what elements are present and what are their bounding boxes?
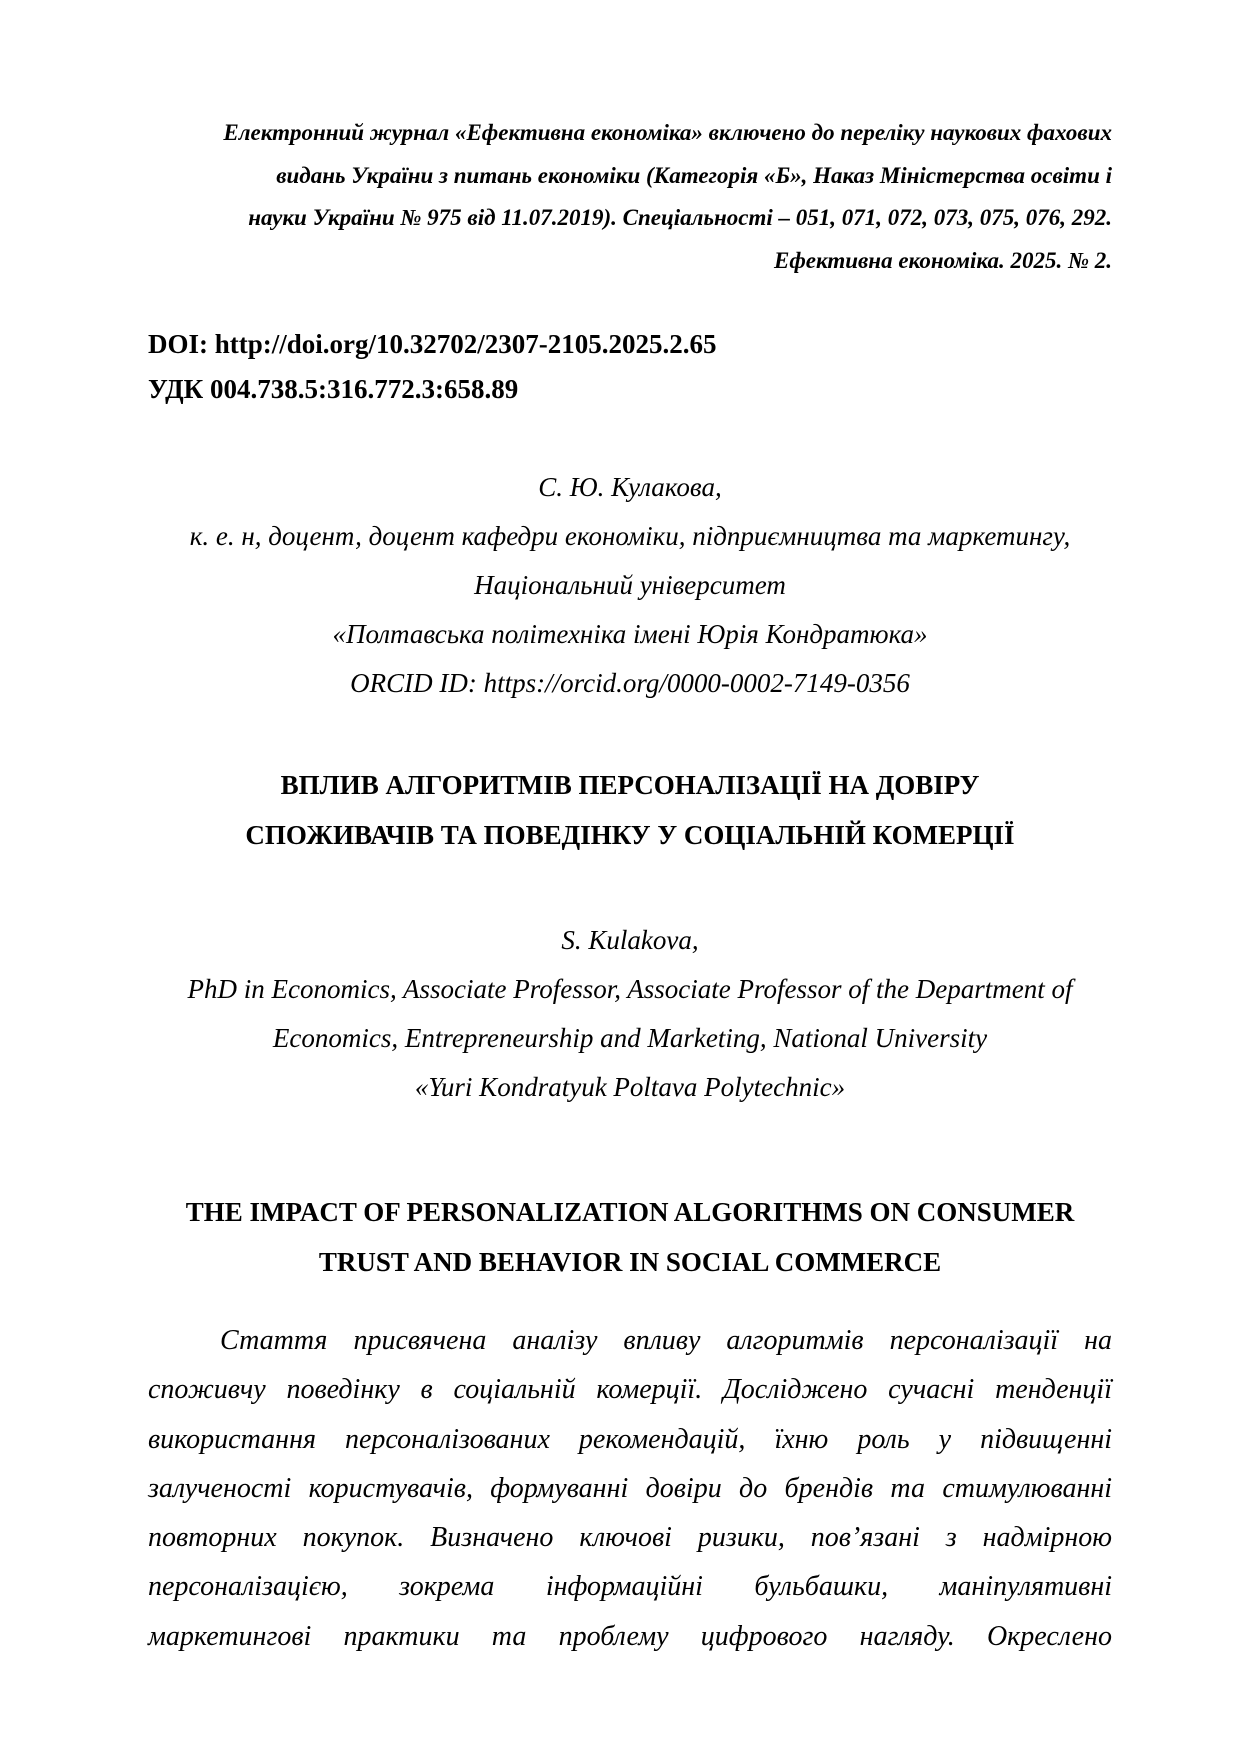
author-name: S. Kulakova,: [561, 925, 699, 955]
title-ua: [148, 760, 1112, 860]
abstract-line: персоналізацією, зокрема інформаційні бульбашки, маніпулятивні: [148, 1571, 1112, 1603]
author-affiliation: «Yuri Kondratyuk Poltava Polytechnic»: [414, 1072, 846, 1102]
journal-header-line: Електронний журнал «Ефективна економіка» включено до переліку наукових фахових: [223, 120, 1112, 145]
author-info-ua: [148, 463, 1112, 708]
abstract-line: споживчу поведінку в соціальній комерції. Досліджено сучасні тенденції: [148, 1374, 1112, 1406]
journal-header-line: видань України з питань економіки (Категорія «Б», Наказ Міністерства освіти і: [276, 162, 1112, 188]
abstract-line: залученості користувачів, формуванні довіри до брендів та стимулюванні: [148, 1472, 1112, 1504]
title-en: [148, 1187, 1112, 1287]
abstract: [148, 1316, 1112, 1661]
abstract-line: маркетингові практики та проблему цифрового нагляду. Окреслено: [148, 1620, 1112, 1652]
identifiers: [148, 322, 1112, 412]
author-orcid[interactable]: ORCID ID: https://orcid.org/0000-0002-7149-0356: [350, 668, 910, 698]
author-affiliation: к. е. н, доцент, доцент кафедри економіки, підприємництва та маркетингу,: [189, 521, 1071, 551]
author-info-en: [148, 916, 1112, 1112]
author-affiliation: «Полтавська політехніка імені Юрія Кондратюка»: [332, 619, 928, 649]
author-affiliation: Economics, Entrepreneurship and Marketing, National University: [272, 1023, 988, 1053]
title-line: THE IMPACT OF PERSONALIZATION ALGORITHMS ON CONSUMER: [185, 1197, 1075, 1227]
title-line: ВПЛИВ АЛГОРИТМІВ ПЕРСОНАЛІЗАЦІЇ НА ДОВІРУ: [280, 770, 980, 800]
abstract-line: Стаття присвячена аналізу впливу алгоритмів персоналізації на: [220, 1325, 1112, 1356]
doi[interactable]: DOI: http://doi.org/10.32702/2307-2105.2025.2.65: [148, 329, 717, 359]
journal-header-line: Ефективна економіка. 2025. № 2.: [773, 247, 1112, 273]
udk: УДК 004.738.5:316.772.3:658.89: [148, 374, 519, 404]
author-name: С. Ю. Кулакова,: [538, 472, 722, 502]
author-affiliation: Національний університет: [474, 570, 786, 600]
author-affiliation: PhD in Economics, Associate Professor, Associate Professor of the Department of: [187, 974, 1073, 1004]
title-line: СПОЖИВАЧІВ ТА ПОВЕДІНКУ У СОЦІАЛЬНІЙ КОМЕРЦІЇ: [245, 820, 1015, 850]
abstract-line: повторних покупок. Визначено ключові ризики, пов’язані з надмірною: [148, 1522, 1112, 1554]
journal-header-line: науки України № 975 від 11.07.2019). Спеціальності – 051, 071, 072, 073, 075, 076, 292.: [248, 205, 1112, 230]
title-line: TRUST AND BEHAVIOR IN SOCIAL COMMERCE: [318, 1247, 942, 1277]
abstract-line: використання персоналізованих рекомендацій, їхню роль у підвищенні: [148, 1423, 1112, 1455]
journal-header: [148, 112, 1112, 282]
